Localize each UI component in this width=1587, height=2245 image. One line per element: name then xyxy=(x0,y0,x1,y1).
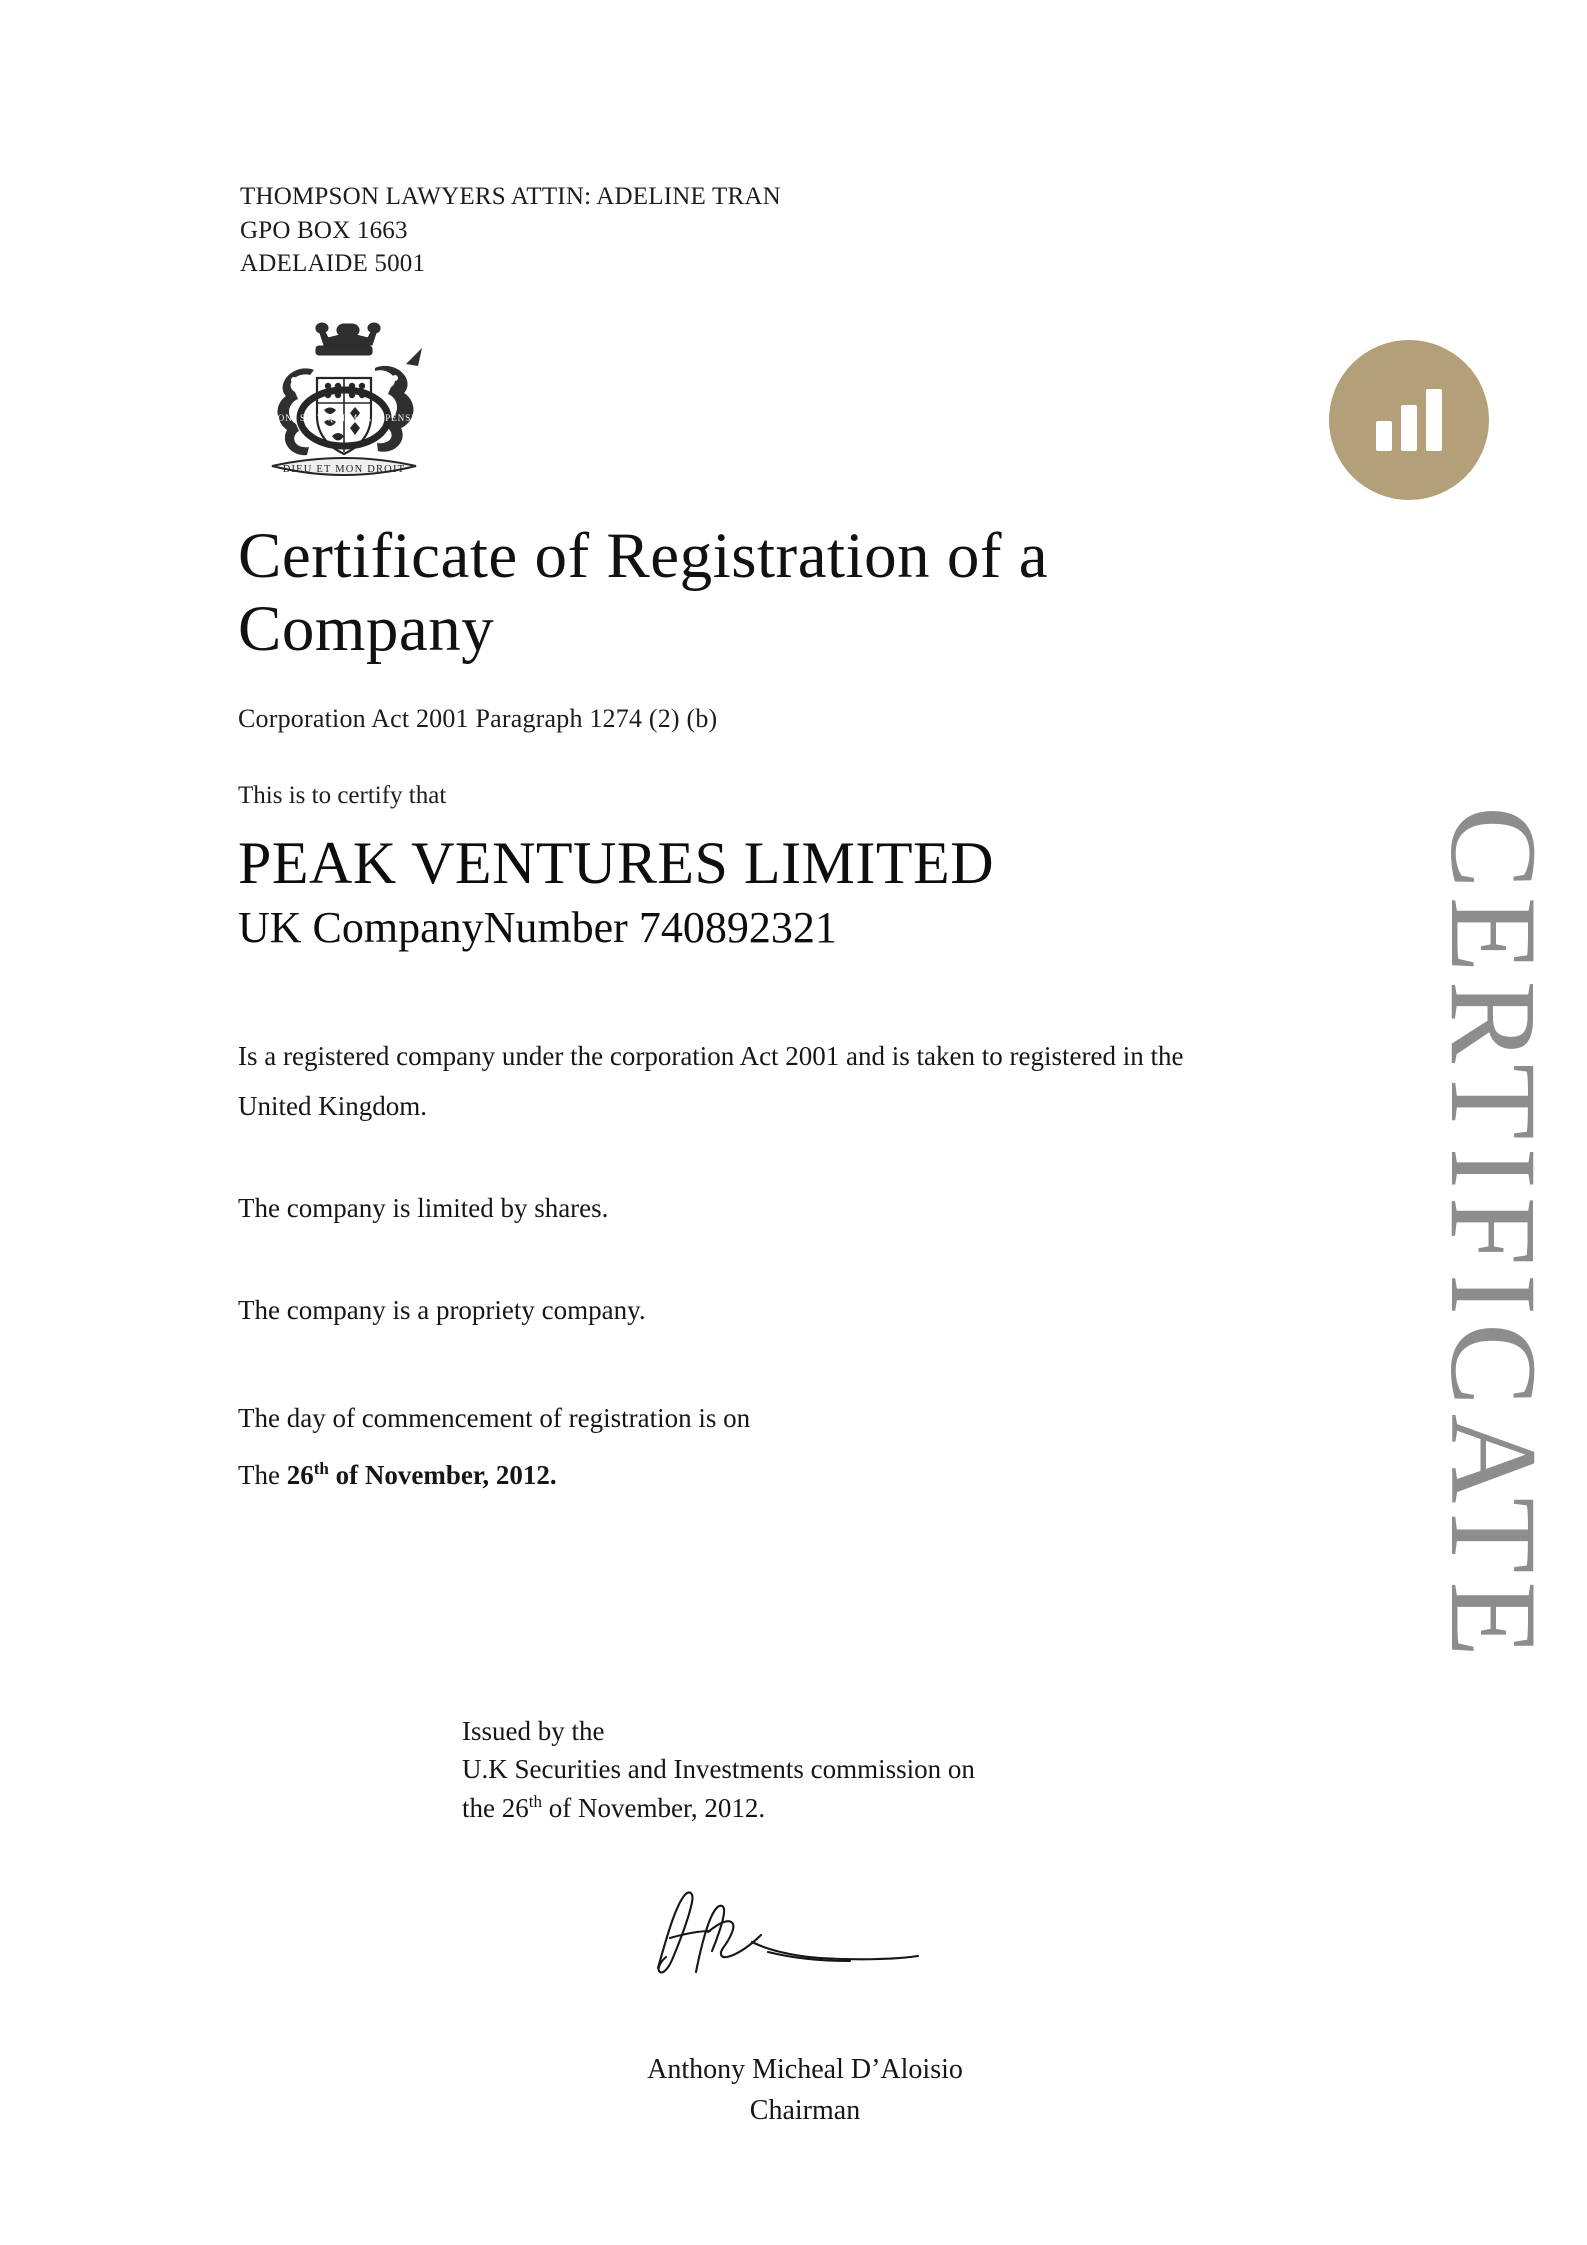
company-number: UK CompanyNumber 740892321 xyxy=(238,903,837,953)
act-reference: Corporation Act 2001 Paragraph 1274 (2) (b) xyxy=(238,703,718,733)
addressee-line-1: THOMPSON LAWYERS ATTIN: ADELINE TRAN xyxy=(240,183,781,210)
company-name: PEAK VENTURES LIMITED xyxy=(238,829,995,896)
paragraph-shares: The company is limited by shares. xyxy=(238,1192,609,1223)
addressee-line-2: GPO BOX 1663 xyxy=(240,216,408,244)
paragraph-registered: Is a registered company under the corporation Act 2001 and is taken to registered in the United Kingdom. xyxy=(238,1040,1184,1121)
commencement-prefix: The xyxy=(238,1460,287,1491)
issued-line-3-ordinal: th xyxy=(528,1791,542,1811)
commencement-rest: of November, 2012. xyxy=(328,1460,557,1491)
commencement-ordinal: th xyxy=(313,1459,329,1479)
addressee-line-3: ADELAIDE 5001 xyxy=(240,250,426,277)
issued-line-3 xyxy=(462,1789,975,1827)
commencement-intro: The day of commencement of registration is on xyxy=(238,1402,751,1433)
issued-line-2: U.K Securities and Investments commission on xyxy=(462,1754,975,1785)
svg-text:HONI SOIT QUI MAL Y PENSE: HONI SOIT QUI MAL Y PENSE xyxy=(270,413,418,423)
paragraph-propriety: The company is a propriety company. xyxy=(238,1294,646,1325)
handwritten-signature-icon xyxy=(640,1880,930,1990)
commencement-date xyxy=(238,1459,1318,1491)
signer-role: Chairman xyxy=(749,2094,861,2126)
bar-chart-logo-icon xyxy=(1329,340,1489,500)
commencement-day: 26 xyxy=(286,1460,314,1491)
issued-by-block xyxy=(462,1712,975,1827)
signer-block xyxy=(570,2050,1040,2131)
logo-bars xyxy=(1376,389,1442,451)
issued-line-3-prefix: the 26 xyxy=(462,1792,529,1823)
addressee-block xyxy=(240,180,781,281)
svg-text:DIEU ET MON DROIT: DIEU ET MON DROIT xyxy=(282,464,406,475)
page-title: Certificate of Registration of a Company xyxy=(238,520,1049,665)
certificate-side-label: CERTIFICATE xyxy=(1425,806,1562,1666)
issued-line-1: Issued by the xyxy=(462,1716,605,1746)
signer-name: Anthony Micheal D’Aloisio xyxy=(647,2054,963,2085)
certificate-body xyxy=(238,520,1318,1491)
certify-intro: This is to certify that xyxy=(238,781,447,809)
issued-line-3-rest: of November, 2012. xyxy=(541,1792,766,1823)
royal-coat-of-arms-icon xyxy=(228,318,460,503)
